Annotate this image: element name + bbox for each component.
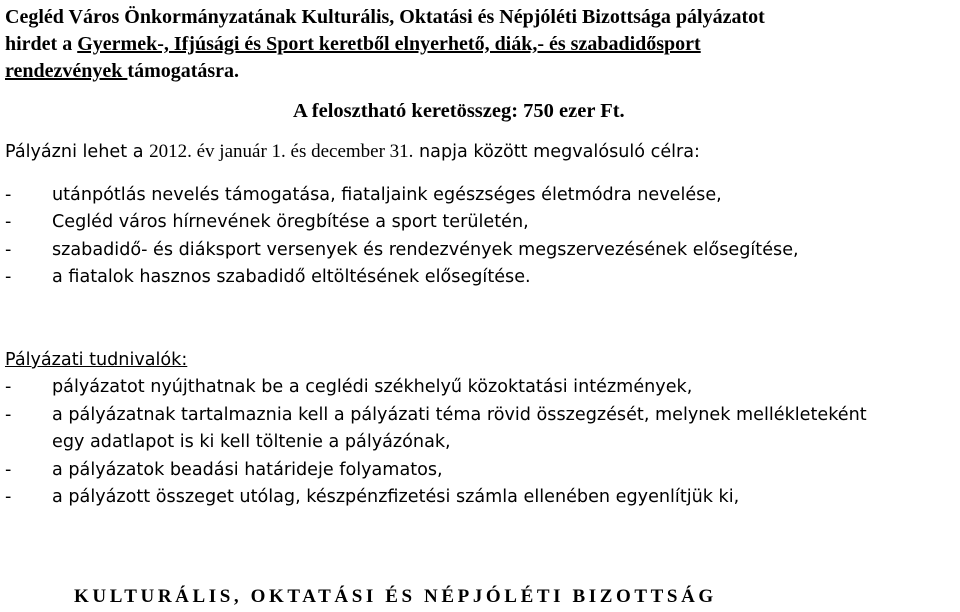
header-line-3 bbox=[5, 59, 239, 83]
info-continuation-text: egy adatlapot is ki kell töltenie a pályázónak, bbox=[52, 432, 451, 452]
header-line-3-underlined: rendezvények bbox=[5, 60, 128, 82]
header-line-3-suffix: támogatásra. bbox=[127, 60, 240, 82]
amount-line: A felosztható keretösszeg: 750 ezer Ft. bbox=[293, 100, 625, 122]
goal-text: utánpótlás nevelés támogatása, fiataljaink egészséges életmódra nevelése, bbox=[52, 185, 722, 205]
period-line bbox=[5, 141, 700, 163]
goal-bullet: - bbox=[5, 240, 12, 260]
goal-text: Cegléd város hírnevének öregbítése a sport területén, bbox=[52, 212, 529, 232]
period-part-1: Pályázni lehet a bbox=[5, 142, 150, 162]
info-bullet: - bbox=[5, 487, 12, 507]
header-line-2 bbox=[5, 32, 701, 56]
period-part-3: napja között megvalósuló célra: bbox=[413, 142, 700, 162]
goal-text: a fiatalok hasznos szabadidő eltöltésének elősegítése. bbox=[52, 267, 531, 287]
info-bullet: - bbox=[5, 405, 12, 425]
goal-bullet: - bbox=[5, 185, 12, 205]
committee-signature: KULTURÁLIS, OKTATÁSI ÉS NÉPJÓLÉTI BIZOTTSÁG bbox=[74, 586, 717, 607]
header-line-2-prefix: hirdet a bbox=[5, 33, 78, 55]
goal-bullet: - bbox=[5, 212, 12, 232]
info-heading: Pályázati tudnivalók: bbox=[5, 350, 188, 370]
header-line-1-text: Cegléd Város Önkormányzatának Kulturális, Oktatási és Népjóléti Bizottsága pályázatot bbox=[5, 6, 765, 28]
info-bullet: - bbox=[5, 460, 12, 480]
info-text: a pályázott összeget utólag, készpénzfizetési számla ellenében egyenlítjük ki, bbox=[52, 487, 740, 507]
info-text: pályázatot nyújthatnak be a ceglédi székhelyű közoktatási intézmények, bbox=[52, 377, 693, 397]
goal-text: szabadidő- és diáksport versenyek és rendezvények megszervezésének elősegítése, bbox=[52, 240, 799, 260]
info-text: a pályázatok beadási határideje folyamatos, bbox=[52, 460, 443, 480]
info-text: a pályázatnak tartalmaznia kell a pályázati téma rövid összegzését, melynek mellékleteként bbox=[52, 405, 867, 425]
info-bullet: - bbox=[5, 377, 12, 397]
header-line-1 bbox=[5, 5, 765, 29]
period-part-2: 2012. év január 1. és december 31. bbox=[149, 141, 414, 162]
header-line-2-underlined: Gyermek-, Ifjúsági és Sport keretből elnyerhető, diák,- és szabadidősport bbox=[77, 33, 701, 55]
goal-bullet: - bbox=[5, 267, 12, 287]
